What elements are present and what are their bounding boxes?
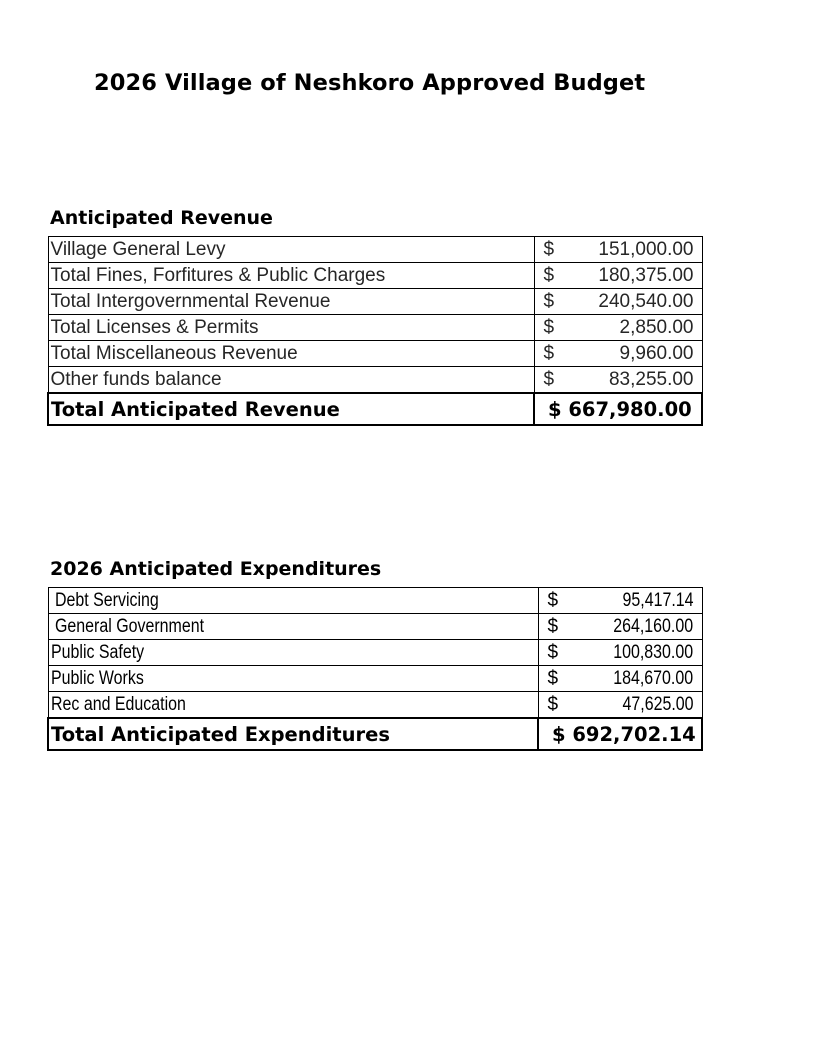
revenue-row-label: Other funds balance [48, 367, 534, 394]
revenue-table [47, 236, 703, 426]
currency-symbol: $ [538, 640, 578, 666]
expenditure-row-label: Public Works [48, 666, 538, 692]
page-title: 2026 Village of Neshkoro Approved Budget [94, 70, 646, 96]
currency-symbol: $ [534, 263, 574, 289]
table-row [48, 614, 702, 640]
currency-symbol: $ [534, 237, 574, 263]
table-row [48, 367, 702, 394]
expenditures-total-row [48, 718, 702, 750]
table-row [48, 263, 702, 289]
expenditures-total-label: Total Anticipated Expenditures [48, 718, 538, 750]
expenditures-heading: 2026 Anticipated Expenditures [50, 558, 382, 580]
currency-symbol: $ [538, 666, 578, 692]
table-row [48, 588, 702, 614]
revenue-row-amount: 83,255.00 [574, 367, 703, 394]
currency-symbol: $ [534, 367, 574, 394]
revenue-total-value: $ 667,980.00 [534, 393, 702, 425]
revenue-row-amount: 240,540.00 [574, 289, 703, 315]
revenue-total-label: Total Anticipated Revenue [48, 393, 534, 425]
currency-symbol: $ [534, 289, 574, 315]
table-row [48, 640, 702, 666]
revenue-row-label: Total Intergovernmental Revenue [48, 289, 534, 315]
expenditures-total-value: $ 692,702.14 [538, 718, 702, 750]
revenue-row-amount: 2,850.00 [574, 315, 703, 341]
expenditures-table [47, 587, 703, 751]
expenditure-row-label: Public Safety [48, 640, 538, 666]
revenue-row-amount: 9,960.00 [574, 341, 703, 367]
table-row [48, 237, 702, 263]
revenue-row-label: Village General Levy [48, 237, 534, 263]
currency-symbol: $ [534, 315, 574, 341]
expenditure-row-amount: 47,625.00 [578, 692, 703, 719]
revenue-row-label: Total Miscellaneous Revenue [48, 341, 534, 367]
revenue-total-row [48, 393, 702, 425]
table-row [48, 666, 702, 692]
revenue-row-label: Total Fines, Forfitures & Public Charges [48, 263, 534, 289]
revenue-row-amount: 180,375.00 [574, 263, 703, 289]
table-row [48, 692, 702, 719]
table-row [48, 315, 702, 341]
currency-symbol: $ [538, 692, 578, 719]
expenditure-row-amount: 264,160.00 [578, 614, 703, 640]
expenditure-row-label: Debt Servicing [48, 588, 538, 614]
expenditure-row-label: Rec and Education [48, 692, 538, 719]
table-row [48, 289, 702, 315]
expenditure-row-label: General Government [48, 614, 538, 640]
revenue-row-label: Total Licenses & Permits [48, 315, 534, 341]
table-row [48, 341, 702, 367]
revenue-heading: Anticipated Revenue [50, 207, 273, 229]
currency-symbol: $ [534, 341, 574, 367]
currency-symbol: $ [538, 614, 578, 640]
expenditure-row-amount: 95,417.14 [578, 588, 703, 614]
expenditure-row-amount: 100,830.00 [578, 640, 703, 666]
currency-symbol: $ [538, 588, 578, 614]
revenue-row-amount: 151,000.00 [574, 237, 703, 263]
expenditure-row-amount: 184,670.00 [578, 666, 703, 692]
